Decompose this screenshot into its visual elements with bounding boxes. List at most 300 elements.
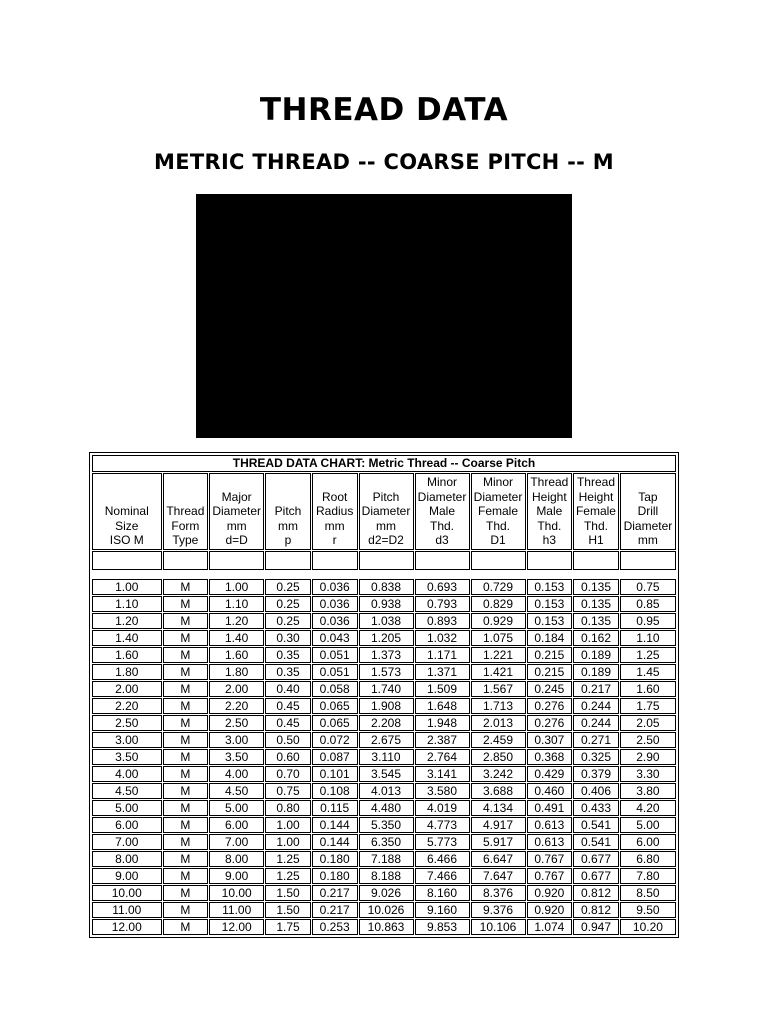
table-row [92,766,676,782]
table-cell: 0.729 [471,579,526,595]
table-cell: 0.180 [312,868,358,884]
table-gap-row [92,571,676,578]
column-header-line: mm [324,518,345,533]
table-cell: 10.026 [359,902,414,918]
table-row [92,732,676,748]
table-cell: M [163,885,209,901]
table-cell: 2.459 [471,732,526,748]
table-cell: 1.908 [359,698,414,714]
table-cell: 1.221 [471,647,526,663]
table-cell: 1.421 [471,664,526,680]
table-cell: 6.80 [620,851,676,867]
column-header-line: ISO M [109,533,144,548]
table-cell: 0.45 [265,698,311,714]
column-header [573,473,619,550]
table-row [92,681,676,697]
table-cell: 1.20 [92,613,162,629]
table-cell: 5.917 [471,834,526,850]
table-cell: 0.215 [527,664,573,680]
table-cell: 3.545 [359,766,414,782]
table-cell: 5.350 [359,817,414,833]
column-header [312,473,358,550]
column-header-line: d3 [435,533,449,548]
table-cell: 1.20 [209,613,264,629]
table-cell: 2.50 [209,715,264,731]
table-cell: 0.45 [265,715,311,731]
table-cell: 2.387 [415,732,470,748]
table-cell: 8.188 [359,868,414,884]
column-header-line: Drill [637,504,659,519]
table-cell: 1.80 [209,664,264,680]
table-cell: 3.688 [471,783,526,799]
table-cell: 0.379 [573,766,619,782]
column-header [359,473,414,550]
table-cell: 1.373 [359,647,414,663]
table-cell: 12.00 [92,919,162,935]
table-cell: 2.00 [92,681,162,697]
column-header-line: Pitch [274,504,302,519]
table-cell: 7.00 [92,834,162,850]
table-cell: 1.032 [415,630,470,646]
table-cell: 8.376 [471,885,526,901]
table-cell: 0.184 [527,630,573,646]
table-cell: 6.00 [620,834,676,850]
table-cell: 4.50 [209,783,264,799]
column-header-line: Height [531,489,567,504]
empty-cell [209,551,264,570]
table-cell: 4.917 [471,817,526,833]
column-header-line: Radius [315,504,354,519]
table-cell: 1.45 [620,664,676,680]
column-header-line: Thd. [485,518,510,533]
table-cell: M [163,868,209,884]
empty-cell [471,551,526,570]
table-cell: M [163,647,209,663]
table-cell: 12.00 [209,919,264,935]
table-row [92,596,676,612]
column-header-line: mm [376,518,396,533]
column-header-line: Diameter [473,489,523,504]
column-header-line: r [332,533,337,548]
table-cell: 3.110 [359,749,414,765]
table-cell: 7.00 [209,834,264,850]
table-cell: 6.466 [415,851,470,867]
table-cell: 1.40 [92,630,162,646]
table-cell: 0.541 [573,817,619,833]
column-header-line: H1 [588,533,604,548]
table-cell: 0.135 [573,613,619,629]
table-body [92,571,676,935]
table-cell: 7.188 [359,851,414,867]
table-cell: 2.50 [92,715,162,731]
table-cell: 0.368 [527,749,573,765]
table-cell: 6.647 [471,851,526,867]
table-cell: 0.838 [359,579,414,595]
table-cell: 0.767 [527,851,573,867]
table-cell: 0.677 [573,851,619,867]
column-header-line: mm [637,533,658,548]
table-cell: 0.271 [573,732,619,748]
table-cell: 1.371 [415,664,470,680]
table-cell: 6.350 [359,834,414,850]
table-cell: 0.101 [312,766,358,782]
table-cell: 2.50 [620,732,676,748]
thread-profile-figure [196,194,572,438]
table-cell: 0.051 [312,664,358,680]
table-cell: 1.074 [527,919,573,935]
table-cell: 0.75 [265,783,311,799]
table-cell: 0.677 [573,868,619,884]
table-cell: 9.00 [92,868,162,884]
table-cell: 4.50 [92,783,162,799]
column-header-line: Size [115,518,139,533]
table-cell: 10.863 [359,919,414,935]
table-cell: M [163,834,209,850]
table-cell: 1.10 [92,596,162,612]
table-cell: 0.433 [573,800,619,816]
table-cell: 0.276 [527,698,573,714]
table-row [92,647,676,663]
table-cell: 1.075 [471,630,526,646]
table-cell: 3.50 [92,749,162,765]
column-header-line: mm [278,518,299,533]
table-cell: 1.648 [415,698,470,714]
table-cell: 5.00 [92,800,162,816]
table-cell: 1.00 [92,579,162,595]
table-cell: 1.573 [359,664,414,680]
table-cell: 0.75 [620,579,676,595]
table-cell: 0.087 [312,749,358,765]
column-header-line: d2=D2 [368,533,404,548]
table-row [92,664,676,680]
table-cell: 0.429 [527,766,573,782]
column-header-line: Diameter [361,504,411,519]
table-cell: 4.20 [620,800,676,816]
table-cell: 1.60 [209,647,264,663]
column-header [620,473,676,550]
column-header-line: Minor [482,475,513,490]
table-cell: 0.920 [527,902,573,918]
table-row [92,715,676,731]
table-cell: 0.065 [312,698,358,714]
page-subtitle: METRIC THREAD -- COARSE PITCH -- M [154,150,614,174]
table-cell: 0.25 [265,596,311,612]
table-cell: 2.013 [471,715,526,731]
column-header-line: D1 [490,533,506,548]
table-cell: 0.162 [573,630,619,646]
table-cell: 0.613 [527,834,573,850]
table-cell: M [163,613,209,629]
column-header [527,473,573,550]
table-row [92,698,676,714]
table-cell: 0.929 [471,613,526,629]
table-cell: 0.065 [312,715,358,731]
table-cell: 3.141 [415,766,470,782]
table-row [92,783,676,799]
column-header [415,473,470,550]
table-cell: M [163,596,209,612]
table-cell: M [163,715,209,731]
empty-cell [265,551,311,570]
column-header-line: Female [575,504,616,519]
table-cell: 0.072 [312,732,358,748]
table-cell: 0.60 [265,749,311,765]
table-cell: 1.038 [359,613,414,629]
table-row [92,630,676,646]
table-cell: 1.205 [359,630,414,646]
table-cell: 10.106 [471,919,526,935]
table-cell: 0.144 [312,834,358,850]
table-cell: 3.580 [415,783,470,799]
table-cell: 1.740 [359,681,414,697]
table-cell: 1.50 [265,902,311,918]
table-cell: 0.70 [265,766,311,782]
table-cell: M [163,919,209,935]
column-header-line: Form [171,518,200,533]
table-cell: 0.189 [573,664,619,680]
table-cell: 2.850 [471,749,526,765]
table-cell: 0.95 [620,613,676,629]
table-cell: 0.893 [415,613,470,629]
table-cell: 0.244 [573,698,619,714]
table-row [92,579,676,595]
table-cell: 1.713 [471,698,526,714]
table-header-row [92,473,676,550]
table-cell: 2.00 [209,681,264,697]
column-header-line: Diameter [417,489,467,504]
table-cell: 1.25 [265,851,311,867]
gap-cell [92,571,676,578]
table-cell: M [163,749,209,765]
table-cell: 0.40 [265,681,311,697]
table-cell: 3.50 [209,749,264,765]
table-cell: M [163,664,209,680]
table-cell: 5.00 [209,800,264,816]
table-cell: 10.00 [92,885,162,901]
table-cell: M [163,817,209,833]
table-cell: M [163,630,209,646]
table-cell: 0.135 [573,579,619,595]
table-cell: 0.920 [527,885,573,901]
table-cell: 0.793 [415,596,470,612]
table-cell: 1.10 [209,596,264,612]
column-header-line: Nominal [104,504,149,519]
table-cell: 4.480 [359,800,414,816]
table-cell: 1.75 [620,698,676,714]
table-row [92,749,676,765]
table-cell: 0.215 [527,647,573,663]
table-cell: M [163,783,209,799]
table-cell: 9.00 [209,868,264,884]
table-cell: 9.160 [415,902,470,918]
table-row [92,817,676,833]
column-header-line: Male [428,504,455,519]
table-cell: 0.613 [527,817,573,833]
table-cell: 0.693 [415,579,470,595]
empty-cell [359,551,414,570]
table-cell: 0.153 [527,596,573,612]
table-cell: 0.189 [573,647,619,663]
column-header-line: Minor [426,475,457,490]
column-header-line: h3 [542,533,556,548]
table-cell: 8.160 [415,885,470,901]
column-header [163,473,209,550]
table-cell: 2.20 [209,698,264,714]
table-cell: 0.938 [359,596,414,612]
table-cell: 2.05 [620,715,676,731]
column-header-line: Thd. [583,518,608,533]
table-cell: 1.50 [265,885,311,901]
table-cell: 4.134 [471,800,526,816]
column-header-line: Height [578,489,614,504]
table-cell: 7.80 [620,868,676,884]
table-cell: 3.00 [92,732,162,748]
table-cell: 6.00 [92,817,162,833]
table-cell: 2.764 [415,749,470,765]
column-header-line: Diameter [623,518,673,533]
column-header-line: Thd. [537,518,562,533]
table-cell: 0.043 [312,630,358,646]
column-header-line: Thread [576,475,615,490]
table-cell: 3.80 [620,783,676,799]
table-cell: M [163,766,209,782]
column-header [265,473,311,550]
table-cell: M [163,800,209,816]
table-cell: 0.25 [265,579,311,595]
table-cell: 0.491 [527,800,573,816]
table-cell: 0.80 [265,800,311,816]
column-header-line: mm [226,518,247,533]
table-cell: 0.051 [312,647,358,663]
column-header-line: Thread [530,475,569,490]
table-cell: 0.812 [573,885,619,901]
table-cell: 0.85 [620,596,676,612]
table-cell: 0.460 [527,783,573,799]
table-row [92,919,676,935]
table-cell: 7.647 [471,868,526,884]
empty-cell [312,551,358,570]
table-cell: M [163,579,209,595]
column-header-line: Type [172,533,199,548]
empty-cell [620,551,676,570]
table-cell: 0.541 [573,834,619,850]
table-cell: 9.50 [620,902,676,918]
table-cell: 0.253 [312,919,358,935]
column-header-line: Root [321,489,348,504]
table-cell: 3.00 [209,732,264,748]
table-cell: 9.376 [471,902,526,918]
column-header-line: Tap [638,489,658,504]
table-cell: 2.90 [620,749,676,765]
table-cell: 0.180 [312,851,358,867]
table-cell: 0.217 [312,885,358,901]
thread-data-table-frame [89,452,679,938]
page-title: THREAD DATA [259,92,509,128]
column-header [209,473,264,550]
table-cell: 0.153 [527,613,573,629]
column-header-line: d=D [225,533,248,548]
table-cell: 3.30 [620,766,676,782]
table-cell: 0.036 [312,579,358,595]
table-cell: 1.60 [92,647,162,663]
table-cell: M [163,681,209,697]
column-header-line: p [284,533,292,548]
table-cell: 0.307 [527,732,573,748]
table-cell: 8.00 [92,851,162,867]
table-cell: 0.036 [312,613,358,629]
table-row [92,868,676,884]
column-header [92,473,162,550]
table-cell: 1.567 [471,681,526,697]
table-cell: 4.00 [209,766,264,782]
table-cell: 0.50 [265,732,311,748]
column-header-line: Male [536,504,563,519]
table-cell: 0.217 [312,902,358,918]
table-cell: 0.245 [527,681,573,697]
table-cell: 0.036 [312,596,358,612]
table-cell: 0.325 [573,749,619,765]
table-cell: 11.00 [92,902,162,918]
table-spacer-row [92,551,676,570]
table-cell: 1.25 [265,868,311,884]
table-cell: 0.829 [471,596,526,612]
table-cell: 9.026 [359,885,414,901]
table-cell: 0.276 [527,715,573,731]
column-header-line: Pitch [372,489,400,504]
table-cell: 2.20 [92,698,162,714]
table-cell: 1.40 [209,630,264,646]
table-cell: 9.853 [415,919,470,935]
table-cell: 0.115 [312,800,358,816]
empty-cell [527,551,573,570]
table-cell: M [163,732,209,748]
table-cell: 7.466 [415,868,470,884]
table-cell: 0.947 [573,919,619,935]
table-cell: 0.217 [573,681,619,697]
table-cell: 2.675 [359,732,414,748]
thread-data-table [91,454,677,936]
table-cell: 1.171 [415,647,470,663]
table-cell: 0.30 [265,630,311,646]
table-cell: 1.948 [415,715,470,731]
table-cell: 1.75 [265,919,311,935]
table-cell: 1.00 [265,834,311,850]
table-cell: 5.00 [620,817,676,833]
empty-cell [92,551,162,570]
table-cell: 10.00 [209,885,264,901]
table-row [92,800,676,816]
table-cell: 4.00 [92,766,162,782]
table-cell: 1.25 [620,647,676,663]
table-row [92,851,676,867]
empty-cell [415,551,470,570]
table-cell: 8.50 [620,885,676,901]
table-cell: 1.60 [620,681,676,697]
table-cell: 5.773 [415,834,470,850]
table-cell: 0.058 [312,681,358,697]
table-cell: 10.20 [620,919,676,935]
table-cell: 6.00 [209,817,264,833]
column-header-line: Major [221,489,252,504]
empty-cell [163,551,209,570]
column-header-line: Thd. [429,518,454,533]
column-header-line: Diameter [212,504,262,519]
table-cell: M [163,902,209,918]
column-header [471,473,526,550]
table-row [92,885,676,901]
table-cell: 0.153 [527,579,573,595]
table-cell: 0.35 [265,664,311,680]
